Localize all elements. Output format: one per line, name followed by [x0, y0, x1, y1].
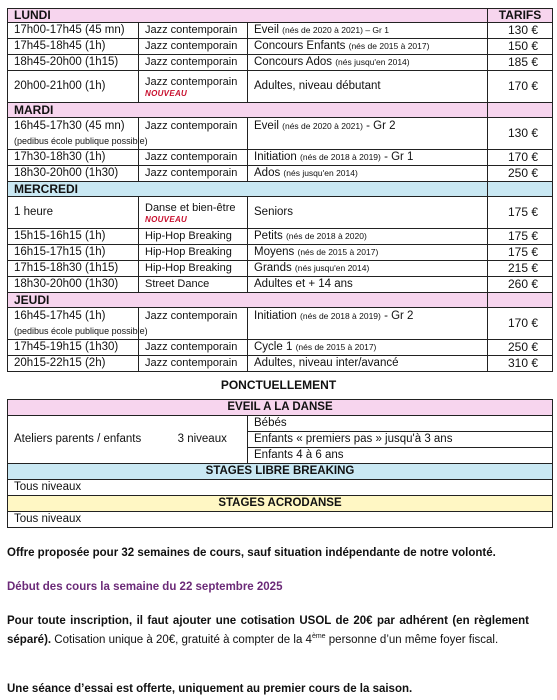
level-name: Eveil: [254, 120, 279, 132]
course-cell: [139, 118, 248, 150]
tarif-blank: [488, 293, 553, 308]
time-value: 20h15-22h15 (2h): [14, 357, 106, 369]
schedule-row: [8, 39, 553, 55]
schedule-row: [8, 118, 553, 150]
offre-note: Offre proposée pour 32 semaines de cours, sauf situation indépendante de notre volonté.: [7, 547, 496, 559]
time-note: (pedibus école publique possible): [14, 326, 148, 336]
time-cell: [8, 229, 139, 245]
level-cell: [248, 229, 488, 245]
time-cell: [8, 118, 148, 150]
level-name: Cycle 1: [254, 341, 293, 353]
level-years: (nés de 2018 à 2019): [300, 152, 381, 162]
course-name: Danse et bien-être: [145, 201, 236, 214]
course-name: Jazz contemporain: [145, 357, 238, 369]
level-name: Moyens: [254, 246, 295, 258]
course-name: Jazz contemporain: [145, 56, 238, 68]
level-name: Grands: [254, 262, 292, 274]
breaking-level: Tous niveaux: [8, 480, 553, 496]
ponctuellement-table: [7, 399, 553, 528]
level-years: (nés de 2015 à 2017): [348, 41, 430, 51]
level-group: - Gr 1: [384, 151, 414, 163]
course-name: Jazz contemporain: [145, 310, 238, 322]
time-cell: [8, 55, 139, 71]
inscription-sup: ème: [311, 633, 326, 640]
tarifs-title: TARIFS: [488, 9, 553, 23]
time-cell: [8, 340, 139, 356]
time-value: 17h15-18h30 (1h15): [14, 262, 119, 274]
schedule-row: [8, 245, 553, 261]
course-name: Jazz contemporain: [145, 40, 238, 52]
course-cell: [139, 166, 248, 182]
level-cell: [248, 245, 488, 261]
course-name: Jazz contemporain: [145, 341, 238, 353]
level-years: (nés jusqu'en 2014): [335, 57, 410, 67]
tarif-blank: [488, 103, 553, 118]
level-cell: [248, 340, 488, 356]
level-cell: [248, 356, 488, 372]
niveaux-label: 3 niveaux: [177, 433, 227, 445]
day-title-lundi: LUNDI: [8, 9, 488, 23]
level-years: (nés de 2020 à 2021): [282, 121, 363, 131]
time-cell: [8, 261, 139, 277]
level-wrap: [254, 24, 389, 36]
price-cell: 175 €: [488, 245, 553, 261]
level-cell: [248, 197, 488, 229]
level-wrap: [254, 341, 376, 353]
acrodanse-title: STAGES ACRODANSE: [8, 496, 553, 512]
time-value: 18h45-20h00 (1h15): [14, 56, 119, 68]
level-cell: [248, 150, 488, 166]
time-value: 16h45-17h45 (1h): [14, 310, 106, 322]
course-name: Jazz contemporain: [145, 120, 238, 132]
level-wrap: [254, 357, 398, 369]
level-years: (nés de 2018 à 2020): [285, 231, 367, 241]
course-cell: [139, 229, 248, 245]
level-years: (nés jusqu'en 2014): [283, 168, 358, 178]
price-cell: 310 €: [488, 356, 553, 372]
level-wrap: [254, 167, 358, 179]
level-cell: [248, 308, 488, 340]
level-cell: [248, 23, 488, 39]
level-cell: [248, 39, 488, 55]
nouveau-badge: NOUVEAU: [145, 88, 188, 98]
price-cell: 250 €: [488, 340, 553, 356]
price-cell: 170 €: [488, 150, 553, 166]
price-cell: 170 €: [488, 308, 553, 340]
time-value: 17h00-17h45 (45 mn): [14, 24, 125, 36]
level-cell: [248, 55, 488, 71]
course-cell: [139, 55, 248, 71]
schedule-table: [7, 8, 553, 372]
time-value: 17h30-18h30 (1h): [14, 151, 106, 163]
schedule-row: [8, 197, 553, 229]
eveil-title: EVEIL A LA DANSE: [8, 400, 553, 416]
level-wrap: [254, 278, 353, 290]
time-value: 1 heure: [14, 206, 54, 218]
schedule-row: [8, 229, 553, 245]
course-cell: [139, 150, 248, 166]
level-name: Concours Ados: [254, 56, 332, 68]
schedule-row: [8, 55, 553, 71]
time-value: 20h00-21h00 (1h): [14, 80, 106, 92]
level-wrap: [254, 206, 293, 218]
level-name: Initiation: [254, 310, 297, 322]
price-cell: 175 €: [488, 197, 553, 229]
time-value: 18h30-20h00 (1h30): [14, 278, 119, 290]
ateliers-label: Ateliers parents / enfants: [14, 433, 142, 445]
inscription-bold: Pour toute inscription, il faut ajouter une cotisation USOL de 20€ par adhérent (en règlement séparé).: [7, 615, 529, 646]
level-cell: [248, 277, 488, 293]
level-name: Adultes, niveau débutant: [254, 80, 381, 92]
day-title: JEUDI: [8, 293, 488, 308]
time-cell: [8, 308, 148, 340]
level-name: Adultes et + 14 ans: [254, 278, 353, 290]
course-cell: [139, 308, 248, 340]
level-cell: [248, 118, 488, 150]
price-cell: 185 €: [488, 55, 553, 71]
time-cell: [8, 197, 139, 229]
debut-note: Début des cours la semaine du 22 septembre 2025: [7, 581, 283, 593]
inscription-rest-b: personne d’un même foyer fiscal.: [325, 633, 499, 646]
level-years: (nés de 2018 à 2019): [300, 311, 381, 321]
course-name: Jazz contemporain: [145, 167, 238, 179]
level-group: - Gr 2: [366, 120, 396, 132]
level-wrap: [254, 230, 367, 242]
day-header-row: [8, 182, 553, 197]
level-name: Initiation: [254, 151, 297, 163]
time-value: 16h15-17h15 (1h): [14, 246, 106, 258]
schedule-row: [8, 340, 553, 356]
level-cell: [248, 166, 488, 182]
time-value: 17h45-19h15 (1h30): [14, 341, 119, 353]
eveil-level: Enfants 4 à 6 ans: [248, 448, 553, 464]
course-name: Jazz contemporain: [145, 151, 238, 163]
level-cell: [248, 71, 488, 103]
time-value: 16h45-17h30 (45 mn): [14, 120, 125, 132]
course-cell: [139, 356, 248, 372]
day-title: MARDI: [8, 103, 488, 118]
course-cell: [139, 71, 248, 103]
course-cell: [139, 197, 248, 229]
day-header-row: [8, 103, 553, 118]
course-cell: [139, 245, 248, 261]
day-title: MERCREDI: [8, 182, 488, 197]
level-cell: [248, 261, 488, 277]
schedule-row: [8, 308, 553, 340]
schedule-row: [8, 166, 553, 182]
price-cell: 150 €: [488, 39, 553, 55]
course-name: Hip-Hop Breaking: [145, 246, 232, 258]
level-wrap: [254, 56, 410, 68]
time-cell: [8, 39, 139, 55]
level-wrap: [254, 80, 381, 92]
level-wrap: [254, 246, 378, 258]
price-cell: 260 €: [488, 277, 553, 293]
level-years: (nés de 2020 à 2021) – Gr 1: [282, 25, 389, 35]
course-name: Hip-Hop Breaking: [145, 230, 232, 242]
course-cell: [139, 23, 248, 39]
level-name: Petits: [254, 230, 283, 242]
tarif-blank: [488, 182, 553, 197]
level-name: Eveil: [254, 24, 279, 36]
level-name: Adultes, niveau inter/avancé: [254, 357, 399, 369]
time-cell: [8, 277, 139, 293]
inscription-rest-a: Cotisation unique à 20€, gratuité à compter de la 4: [51, 633, 312, 646]
schedule-row: [8, 356, 553, 372]
schedule-row: [8, 71, 553, 103]
time-note: (pedibus école publique possible): [14, 136, 148, 146]
time-cell: [8, 245, 139, 261]
course-name: Jazz contemporain: [145, 24, 238, 36]
level-wrap: [254, 310, 487, 323]
level-years: (nés de 2015 à 2017): [295, 342, 377, 352]
level-wrap: [254, 40, 429, 52]
time-cell: [8, 71, 139, 103]
level-name: Seniors: [254, 206, 293, 218]
eveil-level: Bébés: [248, 416, 553, 432]
schedule-row: [8, 261, 553, 277]
price-cell: 175 €: [488, 229, 553, 245]
level-wrap: [254, 262, 369, 274]
inscription-note: [7, 613, 529, 648]
course-name: Hip-Hop Breaking: [145, 262, 232, 274]
level-name: Concours Enfants: [254, 40, 346, 52]
level-group: - Gr 2: [384, 310, 414, 322]
time-cell: [8, 166, 139, 182]
time-cell: [8, 23, 139, 39]
level-years: (nés jusqu'en 2014): [294, 263, 370, 273]
level-wrap: [254, 120, 487, 133]
breaking-title: STAGES LIBRE BREAKING: [8, 464, 553, 480]
time-cell: [8, 356, 139, 372]
day-header-row: [8, 293, 553, 308]
schedule-row: [8, 23, 553, 39]
price-cell: 215 €: [488, 261, 553, 277]
nouveau-badge: NOUVEAU: [145, 214, 188, 224]
level-years: (nés de 2015 à 2017): [297, 247, 379, 257]
schedule-row: [8, 150, 553, 166]
ateliers-cell: [8, 416, 248, 464]
course-name: Jazz contemporain: [145, 75, 238, 88]
lundi-header-row: [8, 9, 553, 23]
time-value: 15h15-16h15 (1h): [14, 230, 106, 242]
time-value: 17h45-18h45 (1h): [14, 40, 106, 52]
price-cell: 130 €: [488, 23, 553, 39]
time-cell: [8, 150, 139, 166]
course-name: Street Dance: [145, 278, 210, 290]
eveil-level: Enfants « premiers pas » jusqu'à 3 ans: [248, 432, 553, 448]
level-wrap: [254, 151, 413, 163]
price-cell: 250 €: [488, 166, 553, 182]
acrodanse-level: Tous niveaux: [8, 512, 553, 528]
schedule-row: [8, 277, 553, 293]
course-cell: [139, 277, 248, 293]
course-cell: [139, 340, 248, 356]
ponctuellement-title: PONCTUELLEMENT: [220, 378, 337, 392]
essai-note: Une séance d’essai est offerte, uniquement au premier cours de la saison.: [7, 683, 413, 695]
level-name: Ados: [254, 167, 281, 179]
price-cell: 130 €: [488, 118, 553, 150]
time-value: 18h30-20h00 (1h30): [14, 167, 119, 179]
course-cell: [139, 261, 248, 277]
course-cell: [139, 39, 248, 55]
price-cell: 170 €: [488, 71, 553, 103]
